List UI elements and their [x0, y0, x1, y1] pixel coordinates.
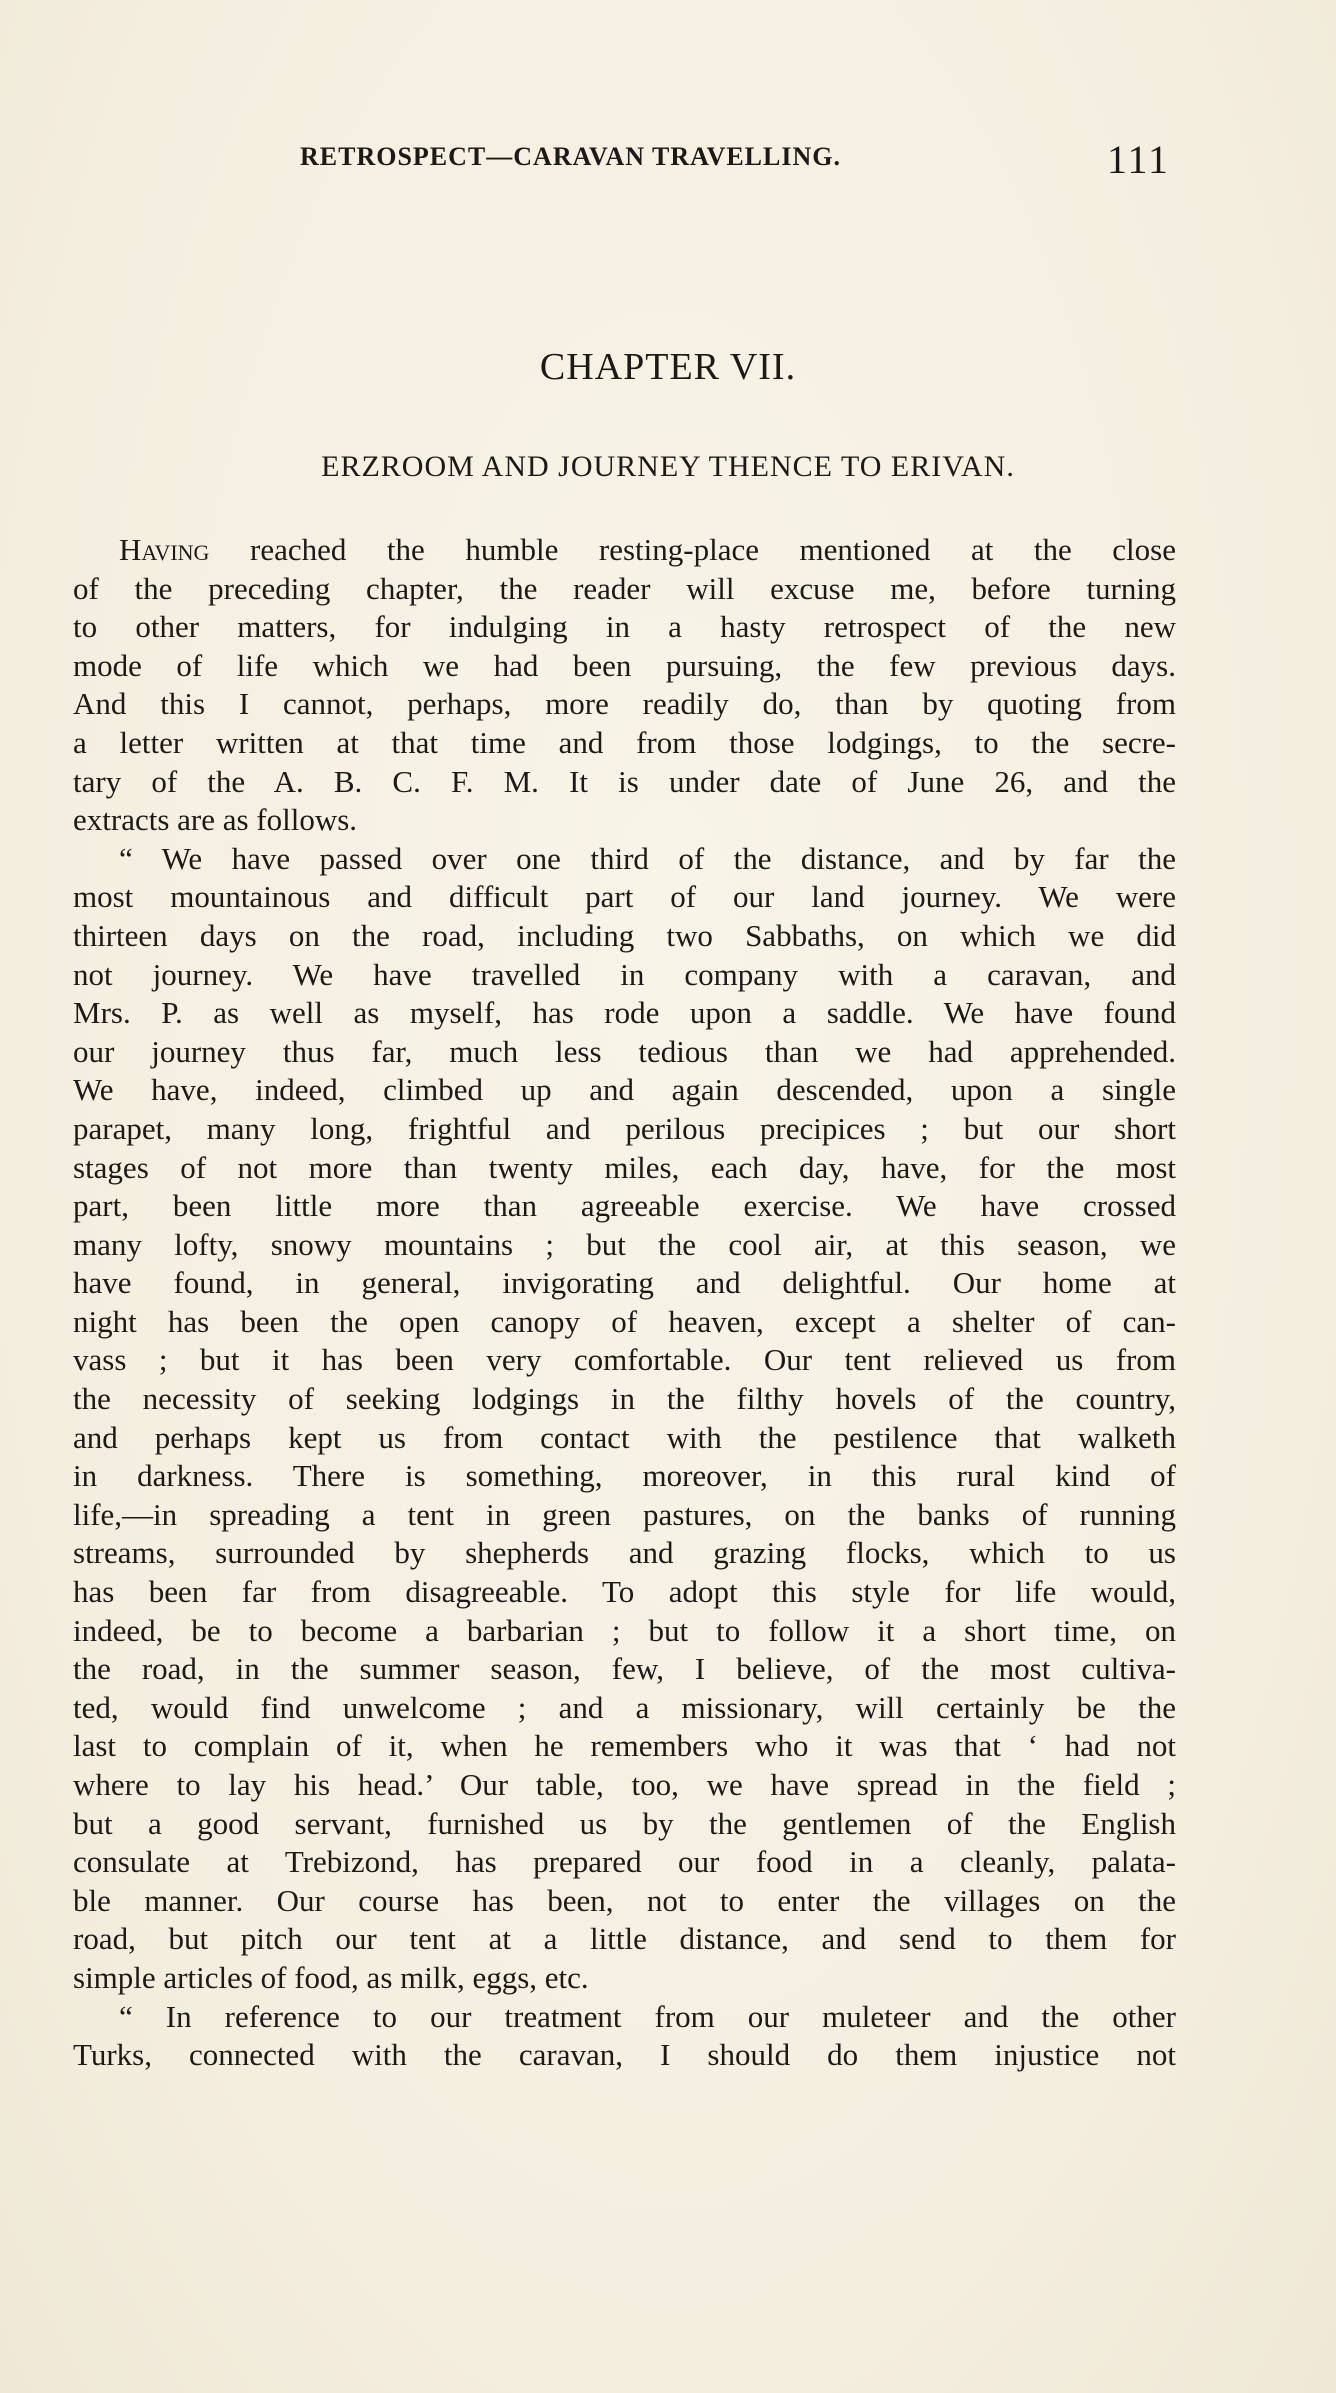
- text-line: thirteen days on the road, including two Sabbaths, on which we did: [73, 917, 1176, 953]
- opening-word: Having: [119, 532, 210, 567]
- text-line: of the preceding chapter, the reader will excuse me, before turning: [73, 570, 1176, 606]
- text-line: have found, in general, invigorating and delightful. Our home at: [73, 1265, 1176, 1301]
- text-line: most mountainous and difficult part of our land journey. We were: [73, 879, 1176, 915]
- text-line: consulate at Trebizond, has prepared our food in a cleanly, palata-: [73, 1844, 1176, 1880]
- text-line: tary of the A. B. C. F. M. It is under date of June 26, and the: [73, 763, 1176, 799]
- running-head: [300, 136, 1170, 180]
- text-line: life,—in spreading a tent in green pastures, on the banks of running: [73, 1496, 1176, 1532]
- text-line: extracts are as follows.: [73, 802, 358, 838]
- text-line: night has been the open canopy of heaven, except a shelter of can-: [73, 1303, 1176, 1339]
- text-line: the necessity of seeking lodgings in the filthy hovels of the country,: [73, 1381, 1176, 1417]
- text-line: where to lay his head.’ Our table, too, we have spread in the field ;: [73, 1767, 1176, 1802]
- text-line: in darkness. There is something, moreover, in this rural kind of: [73, 1458, 1176, 1494]
- text-line: mode of life which we had been pursuing, the few previous days.: [73, 647, 1176, 683]
- text-line: parapet, many long, frightful and perilous precipices ; but our short: [73, 1110, 1176, 1146]
- text-line: We have, indeed, climbed up and again descended, upon a single: [73, 1072, 1176, 1108]
- text-line: has been far from disagreeable. To adopt this style for life would,: [73, 1574, 1176, 1610]
- text-line: Having reached the humble resting-place mentioned at the close: [119, 532, 1176, 567]
- text-line: many lofty, snowy mountains ; but the cool air, at this season, we: [73, 1226, 1176, 1262]
- text-line: vass ; but it has been very comfortable. Our tent relieved us from: [73, 1342, 1176, 1378]
- text-line: part, been little more than agreeable exercise. We have crossed: [73, 1188, 1176, 1224]
- text-line: and perhaps kept us from contact with the pestilence that walketh: [73, 1419, 1176, 1455]
- text-line: Turks, connected with the caravan, I should do them injustice not: [73, 2037, 1176, 2073]
- text-line: last to complain of it, when he remembers who it was that ‘ had not: [73, 1728, 1176, 1764]
- text-line: the road, in the summer season, few, I believe, of the most cultiva-: [73, 1651, 1176, 1687]
- text-line: indeed, be to become a barbarian ; but to follow it a short time, on: [73, 1612, 1176, 1648]
- chapter-title: CHAPTER VII.: [539, 346, 797, 388]
- text-line: streams, surrounded by shepherds and grazing flocks, which to us: [73, 1535, 1176, 1571]
- text-line: road, but pitch our tent at a little distance, and send to them for: [73, 1921, 1176, 1957]
- text-line: not journey. We have travelled in company with a caravan, and: [73, 956, 1176, 992]
- text-line: stages of not more than twenty miles, each day, have, for the most: [73, 1149, 1176, 1185]
- text-line: “ In reference to our treatment from our muleteer and the other: [119, 1998, 1176, 2034]
- text-line: simple articles of food, as milk, eggs, etc.: [73, 1959, 589, 1995]
- text-line: ted, would find unwelcome ; and a missionary, will certainly be the: [73, 1689, 1176, 1725]
- text-line: Mrs. P. as well as myself, has rode upon a saddle. We have found: [73, 995, 1176, 1031]
- running-title: RETROSPECT—CARAVAN TRAVELLING.: [300, 142, 841, 171]
- text-line: “ We have passed over one third of the distance, and by far the: [119, 840, 1176, 876]
- chapter-subtitle: ERZROOM AND JOURNEY THENCE TO ERIVAN.: [321, 450, 1015, 483]
- text-line: our journey thus far, much less tedious than we had apprehended.: [73, 1033, 1176, 1069]
- text-line: ble manner. Our course has been, not to enter the villages on the: [73, 1882, 1176, 1918]
- text-line: a letter written at that time and from those lodgings, to the secre-: [73, 724, 1176, 760]
- body-text: [73, 531, 1176, 2075]
- text-line: And this I cannot, perhaps, more readily do, than by quoting from: [73, 686, 1176, 722]
- text-line: to other matters, for indulging in a hasty retrospect of the new: [73, 609, 1176, 645]
- page-number: 111: [1106, 137, 1170, 182]
- text-line: but a good servant, furnished us by the gentlemen of the English: [73, 1805, 1176, 1841]
